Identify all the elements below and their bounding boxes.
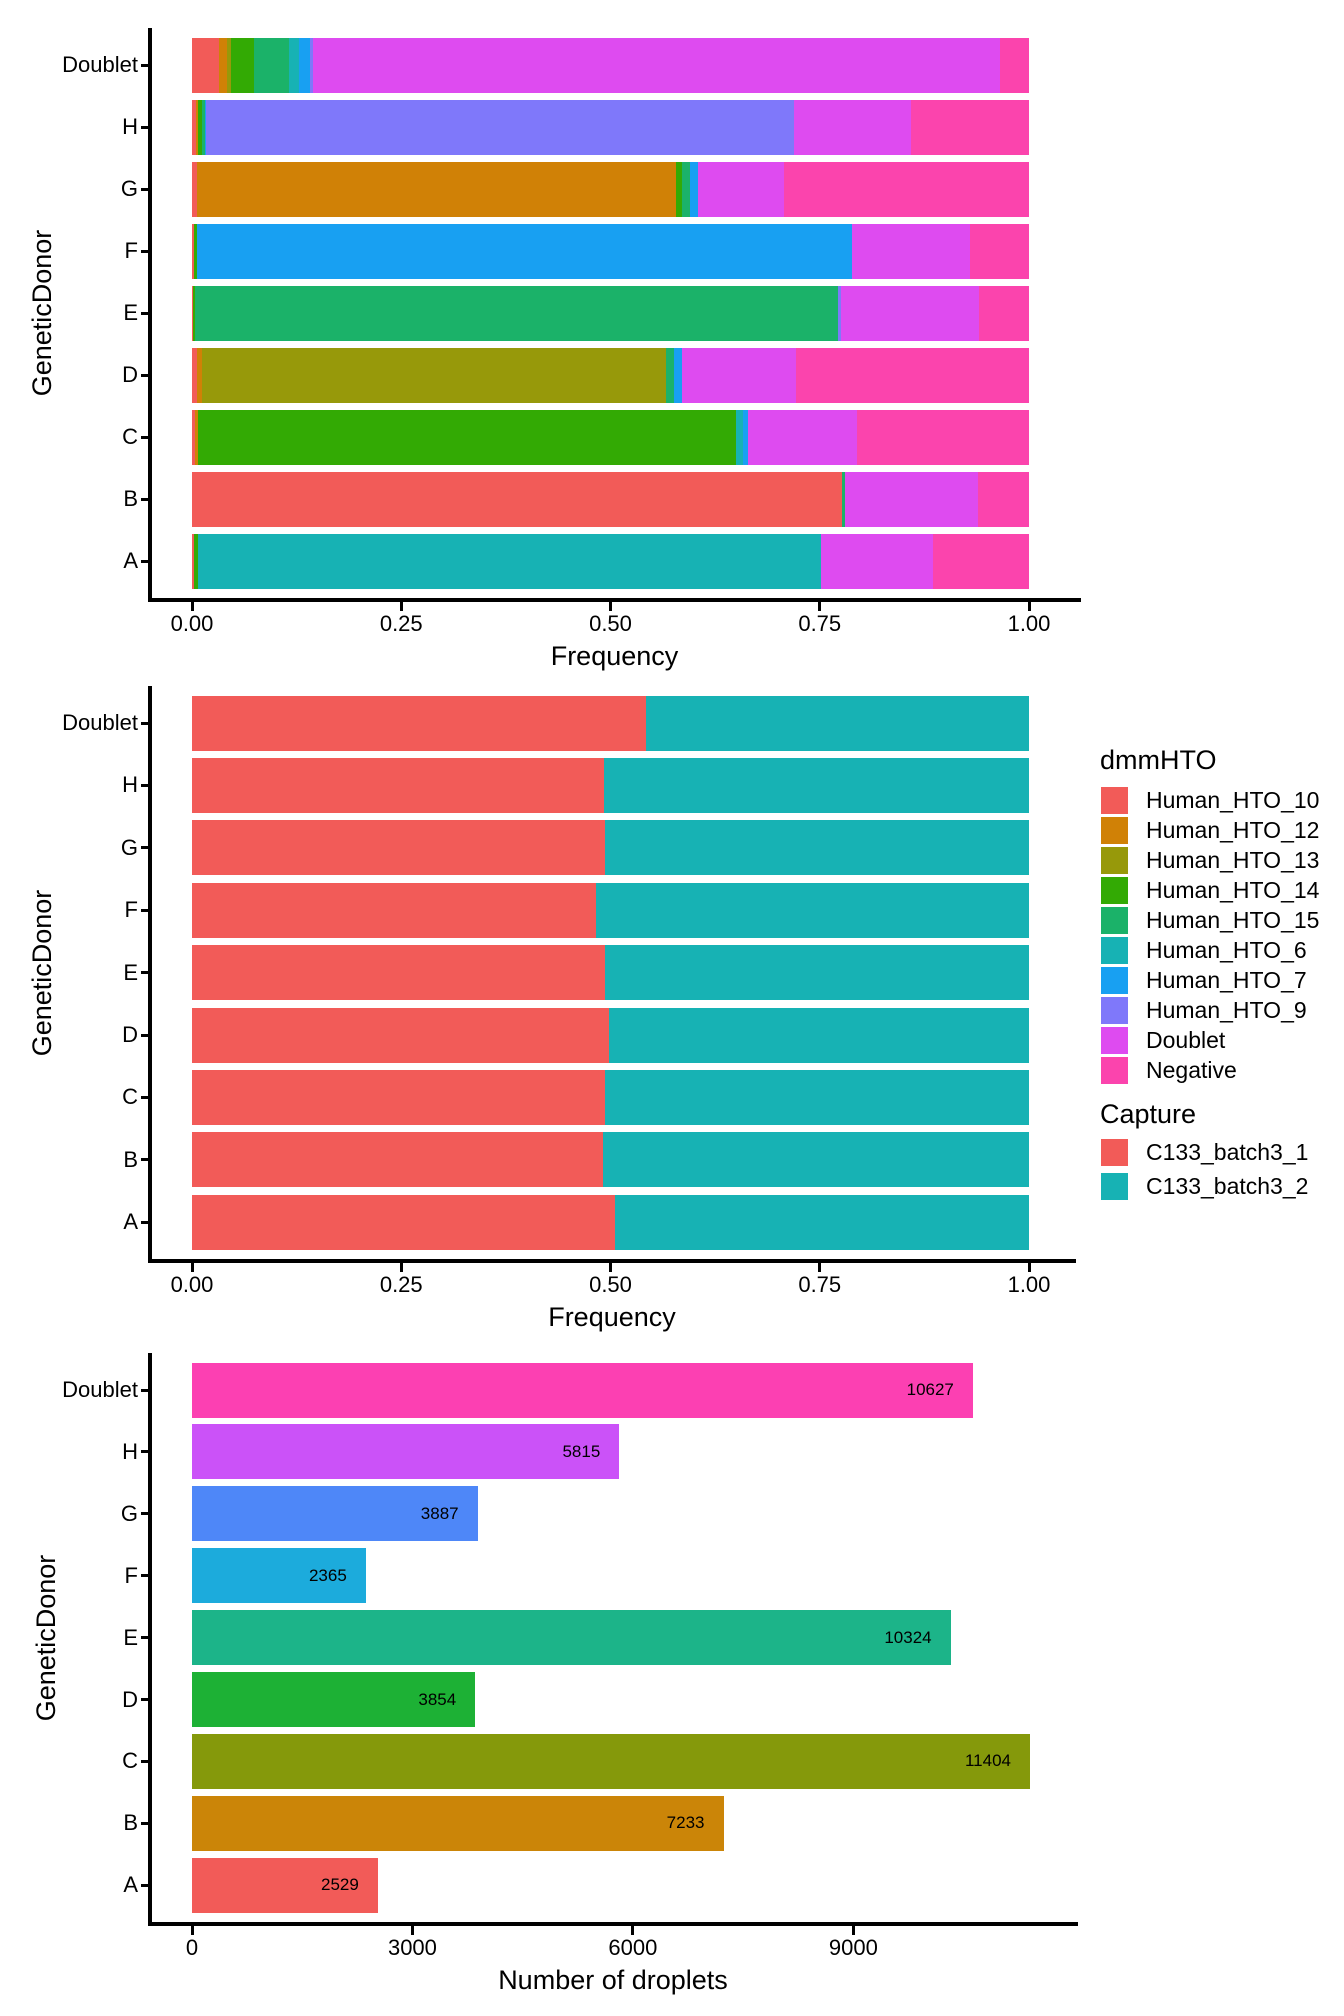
x-axis-title: Frequency <box>550 641 679 671</box>
legend-label: Negative <box>1146 1056 1237 1083</box>
y-tick-label: D <box>122 1022 138 1047</box>
bar-segment-C133_batch3_1 <box>192 1008 609 1063</box>
x-tick-mark <box>818 1263 821 1272</box>
bar-segment-Doublet <box>821 534 932 589</box>
bar-segment-Negative <box>978 472 1029 527</box>
bar-segment-Human_HTO_14 <box>231 38 254 93</box>
bar-segment-C133_batch3_1 <box>192 1070 605 1125</box>
x-axis-line <box>148 598 1081 602</box>
legend-label: Human_HTO_7 <box>1146 966 1307 993</box>
bar-value-label: 10324 <box>884 1627 932 1647</box>
legend-label: C133_batch3_1 <box>1146 1138 1309 1165</box>
y-tick-mark <box>141 250 150 253</box>
x-tick-mark <box>411 1926 414 1935</box>
y-tick-label: E <box>123 300 138 325</box>
bar-segment-Negative <box>933 534 1029 589</box>
bar-segment-Human_HTO_6 <box>198 534 822 589</box>
stacked-bar-row <box>192 1070 1029 1125</box>
x-tick-label: 1.00 <box>1007 1272 1051 1297</box>
y-tick-mark <box>141 1221 150 1224</box>
y-tick-mark <box>141 436 150 439</box>
stacked-bar-row <box>192 1195 1029 1250</box>
y-tick-label: F <box>124 897 138 923</box>
y-tick-mark <box>141 1574 150 1577</box>
y-tick-mark <box>141 126 150 129</box>
x-tick-label: 0.00 <box>170 611 214 636</box>
y-tick-label: B <box>123 486 138 511</box>
stacked-bar-row <box>192 224 1029 279</box>
bar-value-label: 11404 <box>964 1751 1011 1771</box>
bar-segment-Human_HTO_7 <box>197 224 852 279</box>
bar-value-label: 10627 <box>906 1380 954 1399</box>
legend-swatch-Doublet <box>1101 1027 1128 1054</box>
y-tick-mark <box>141 498 150 501</box>
bar-segment-C133_batch3_2 <box>605 945 1029 1000</box>
bar-segment-Human_HTO_10 <box>192 472 842 527</box>
y-tick-mark <box>141 909 150 912</box>
x-tick-mark <box>631 1926 634 1935</box>
y-tick-label: Doublet <box>62 1377 138 1402</box>
y-tick-mark <box>141 722 150 725</box>
y-tick-label: H <box>122 772 138 798</box>
y-tick-mark <box>141 1158 150 1161</box>
y-tick-label: C <box>122 1084 138 1110</box>
legend-label: C133_batch3_2 <box>1146 1172 1309 1199</box>
stacked-bar-row <box>192 38 1029 93</box>
bar-segment-Doublet <box>698 162 784 217</box>
y-tick-label: C <box>122 424 138 449</box>
x-tick-label: 0.00 <box>170 1272 214 1297</box>
x-tick-label: 3000 <box>387 1935 437 1960</box>
bar-value-label: 2365 <box>308 1565 347 1585</box>
bar-segment-Human_HTO_6 <box>736 410 743 465</box>
stacked-bar-row <box>192 286 1029 341</box>
y-tick-label: A <box>123 548 138 573</box>
y-tick-mark <box>141 1698 150 1701</box>
x-tick-mark <box>818 602 821 611</box>
legend-label: Human_HTO_12 <box>1146 816 1320 843</box>
bar-segment-C133_batch3_2 <box>603 1132 1029 1187</box>
stacked-bar-row <box>192 410 1029 465</box>
y-tick-mark <box>141 374 150 377</box>
legend-label: Human_HTO_10 <box>1146 786 1320 813</box>
x-tick-label: 1.00 <box>1007 611 1051 636</box>
bar-segment-Doublet <box>845 472 978 527</box>
bar-segment-Human_HTO_10 <box>192 38 219 93</box>
bar-segment-Doublet <box>852 224 970 279</box>
legend-swatch-Human_HTO_10 <box>1101 787 1128 814</box>
stacked-bar-row <box>192 883 1029 938</box>
y-tick-label: Doublet <box>62 710 138 735</box>
bar-segment-Negative <box>796 348 1029 403</box>
legend-label: Human_HTO_9 <box>1146 996 1307 1023</box>
y-tick-label: C <box>122 1748 138 1774</box>
bar-segment-Human_HTO_7 <box>690 162 698 217</box>
bar-segment-C133_batch3_2 <box>596 883 1029 938</box>
y-tick-label: H <box>122 114 138 139</box>
bar-segment-Doublet <box>313 38 1000 93</box>
stacked-bar-row <box>192 534 1029 589</box>
stacked-bar-row <box>192 472 1029 527</box>
legend-swatch-Human_HTO_15 <box>1101 907 1128 934</box>
bar-segment-Human_HTO_7 <box>299 38 310 93</box>
legend-swatch-Human_HTO_7 <box>1101 967 1128 994</box>
x-tick-mark <box>1028 602 1031 611</box>
y-axis-line <box>148 1353 152 1926</box>
legend-swatch-Human_HTO_12 <box>1101 817 1128 844</box>
y-tick-mark <box>141 188 150 191</box>
bar-segment-Doublet <box>682 348 797 403</box>
y-tick-label: H <box>122 1438 138 1464</box>
bar-value-label: 2529 <box>321 1875 359 1895</box>
bar-value-label: 3887 <box>420 1503 459 1523</box>
legend-label: Doublet <box>1146 1026 1226 1053</box>
bar-segment-Human_HTO_15 <box>682 162 690 217</box>
y-tick-mark <box>141 1760 150 1763</box>
stacked-bar-row <box>192 1132 1029 1187</box>
y-tick-label: F <box>124 238 138 263</box>
bar-segment-Negative <box>857 410 1029 465</box>
bar-segment-Human_HTO_13 <box>202 348 666 403</box>
bar-segment-Doublet <box>841 286 978 341</box>
x-tick-label: 0.50 <box>589 611 632 636</box>
x-tick-label: 6000 <box>608 1935 658 1960</box>
y-axis-title: GeneticDonor <box>31 1554 61 1721</box>
legend-swatch-Human_HTO_6 <box>1101 937 1128 964</box>
x-tick-label: 0.50 <box>589 1272 632 1297</box>
x-tick-mark <box>1028 1263 1031 1272</box>
y-axis-line <box>148 28 152 602</box>
legend-swatch-C133_batch3_1 <box>1101 1139 1128 1166</box>
y-tick-mark <box>141 846 150 849</box>
y-tick-mark <box>141 1034 150 1037</box>
y-tick-label: A <box>123 1209 138 1235</box>
x-axis-title: Frequency <box>548 1302 676 1332</box>
y-tick-mark <box>141 312 150 315</box>
legend-label: Human_HTO_15 <box>1146 906 1320 933</box>
x-axis-title: Number of droplets <box>498 1965 728 1995</box>
y-tick-mark <box>141 784 150 787</box>
y-tick-mark <box>141 64 150 67</box>
stacked-bar-row <box>192 820 1029 875</box>
bar-segment-Negative <box>911 100 1029 155</box>
x-tick-label: 0.75 <box>798 1272 842 1297</box>
legend-swatch-Negative <box>1101 1057 1128 1084</box>
bar-segment-C133_batch3_1 <box>192 758 604 813</box>
bar-segment-C133_batch3_1 <box>192 1195 615 1250</box>
x-axis-line <box>148 1259 1076 1263</box>
x-tick-mark <box>191 1926 194 1935</box>
x-tick-label: 9000 <box>828 1935 878 1960</box>
y-axis-line <box>148 686 152 1263</box>
bar-segment-Human_HTO_14 <box>198 410 736 465</box>
stacked-bar-row <box>192 696 1029 751</box>
bar-segment-Negative <box>784 162 1029 217</box>
bar-segment-Human_HTO_15 <box>666 348 674 403</box>
x-tick-mark <box>400 602 403 611</box>
bar-segment-C133_batch3_1 <box>192 1132 603 1187</box>
x-tick-mark <box>400 1263 403 1272</box>
legend-swatch-Human_HTO_13 <box>1101 847 1128 874</box>
bar-segment-C133_batch3_2 <box>605 820 1029 875</box>
y-tick-mark <box>141 1636 150 1639</box>
y-tick-mark <box>141 1096 150 1099</box>
bar-segment-Human_HTO_12 <box>197 162 676 217</box>
bar-segment-Negative <box>979 286 1029 341</box>
y-tick-mark <box>141 560 150 563</box>
legend-label: Human_HTO_13 <box>1146 846 1320 873</box>
x-tick-label: 0 <box>185 1935 199 1960</box>
stacked-bar-row <box>192 100 1029 155</box>
x-tick-mark <box>609 1263 612 1272</box>
bar-segment-C133_batch3_1 <box>192 696 646 751</box>
bar-segment-Human_HTO_15 <box>254 38 289 93</box>
bar-segment-C133_batch3_2 <box>609 1008 1029 1063</box>
stacked-bar-row <box>192 758 1029 813</box>
y-tick-mark <box>141 1512 150 1515</box>
bar-segment-Human_HTO_14 <box>676 162 683 217</box>
legend-swatch-Human_HTO_9 <box>1101 997 1128 1024</box>
y-tick-label: G <box>120 176 138 201</box>
y-axis-title: GeneticDonor <box>27 889 57 1056</box>
bar-value-label: 7233 <box>666 1813 705 1833</box>
bar-segment-C133_batch3_2 <box>646 696 1029 751</box>
bar-segment-C133_batch3_1 <box>192 945 605 1000</box>
bar-segment-C133_batch3_2 <box>604 758 1029 813</box>
legend-label: Human_HTO_6 <box>1146 936 1307 963</box>
bar-segment-Human_HTO_6 <box>289 38 299 93</box>
bar-value-label: 5815 <box>562 1441 601 1461</box>
y-tick-mark <box>141 1884 150 1887</box>
bar-value-label: 3854 <box>418 1689 457 1709</box>
legend-title-capture: Capture <box>1100 1099 1197 1129</box>
bar-segment-Negative <box>1000 38 1028 93</box>
x-tick-mark <box>852 1926 855 1935</box>
y-tick-label: D <box>122 362 138 387</box>
y-tick-mark <box>141 1450 150 1453</box>
y-tick-label: G <box>120 834 138 860</box>
bar-segment-Human_HTO_9 <box>206 100 794 155</box>
bar-segment-Human_HTO_7 <box>674 348 682 403</box>
y-tick-label: A <box>123 1872 138 1898</box>
y-axis-title: GeneticDonor <box>27 229 57 397</box>
x-tick-mark <box>191 602 194 611</box>
y-tick-label: E <box>123 959 138 985</box>
y-tick-label: F <box>124 1562 138 1588</box>
bar-segment-C133_batch3_2 <box>605 1070 1029 1125</box>
bar-segment-Negative <box>970 224 1029 279</box>
bar-segment-Doublet <box>748 410 858 465</box>
x-tick-label: 0.75 <box>798 611 842 636</box>
y-tick-mark <box>141 971 150 974</box>
legend-title-dmmhto: dmmHTO <box>1100 745 1217 775</box>
y-tick-mark <box>141 1389 150 1392</box>
stacked-bar-row <box>192 945 1029 1000</box>
bar-segment-C133_batch3_1 <box>192 883 596 938</box>
bar-segment-C133_batch3_1 <box>192 820 605 875</box>
y-tick-label: B <box>123 1810 138 1836</box>
bar-segment-Doublet <box>794 100 911 155</box>
legend-label: Human_HTO_14 <box>1146 876 1320 903</box>
x-tick-label: 0.25 <box>379 611 423 636</box>
x-axis-line <box>148 1922 1078 1926</box>
bar-segment-Human_HTO_12 <box>219 38 227 93</box>
bar-segment-Human_HTO_15 <box>195 286 839 341</box>
y-tick-label: E <box>123 1624 138 1650</box>
y-tick-label: D <box>122 1686 138 1712</box>
x-tick-label: 0.25 <box>379 1272 423 1297</box>
x-tick-mark <box>191 1263 194 1272</box>
legend-swatch-C133_batch3_2 <box>1101 1173 1128 1200</box>
bar-segment-C133_batch3_2 <box>615 1195 1029 1250</box>
y-tick-mark <box>141 1822 150 1825</box>
y-tick-label: G <box>120 1500 138 1526</box>
stacked-bar-row <box>192 348 1029 403</box>
stacked-bar-row <box>192 1008 1029 1063</box>
legend-swatch-Human_HTO_14 <box>1101 877 1128 904</box>
y-tick-label: B <box>123 1146 138 1172</box>
x-tick-mark <box>609 602 612 611</box>
stacked-bar-row <box>192 162 1029 217</box>
y-tick-label: Doublet <box>62 52 138 77</box>
